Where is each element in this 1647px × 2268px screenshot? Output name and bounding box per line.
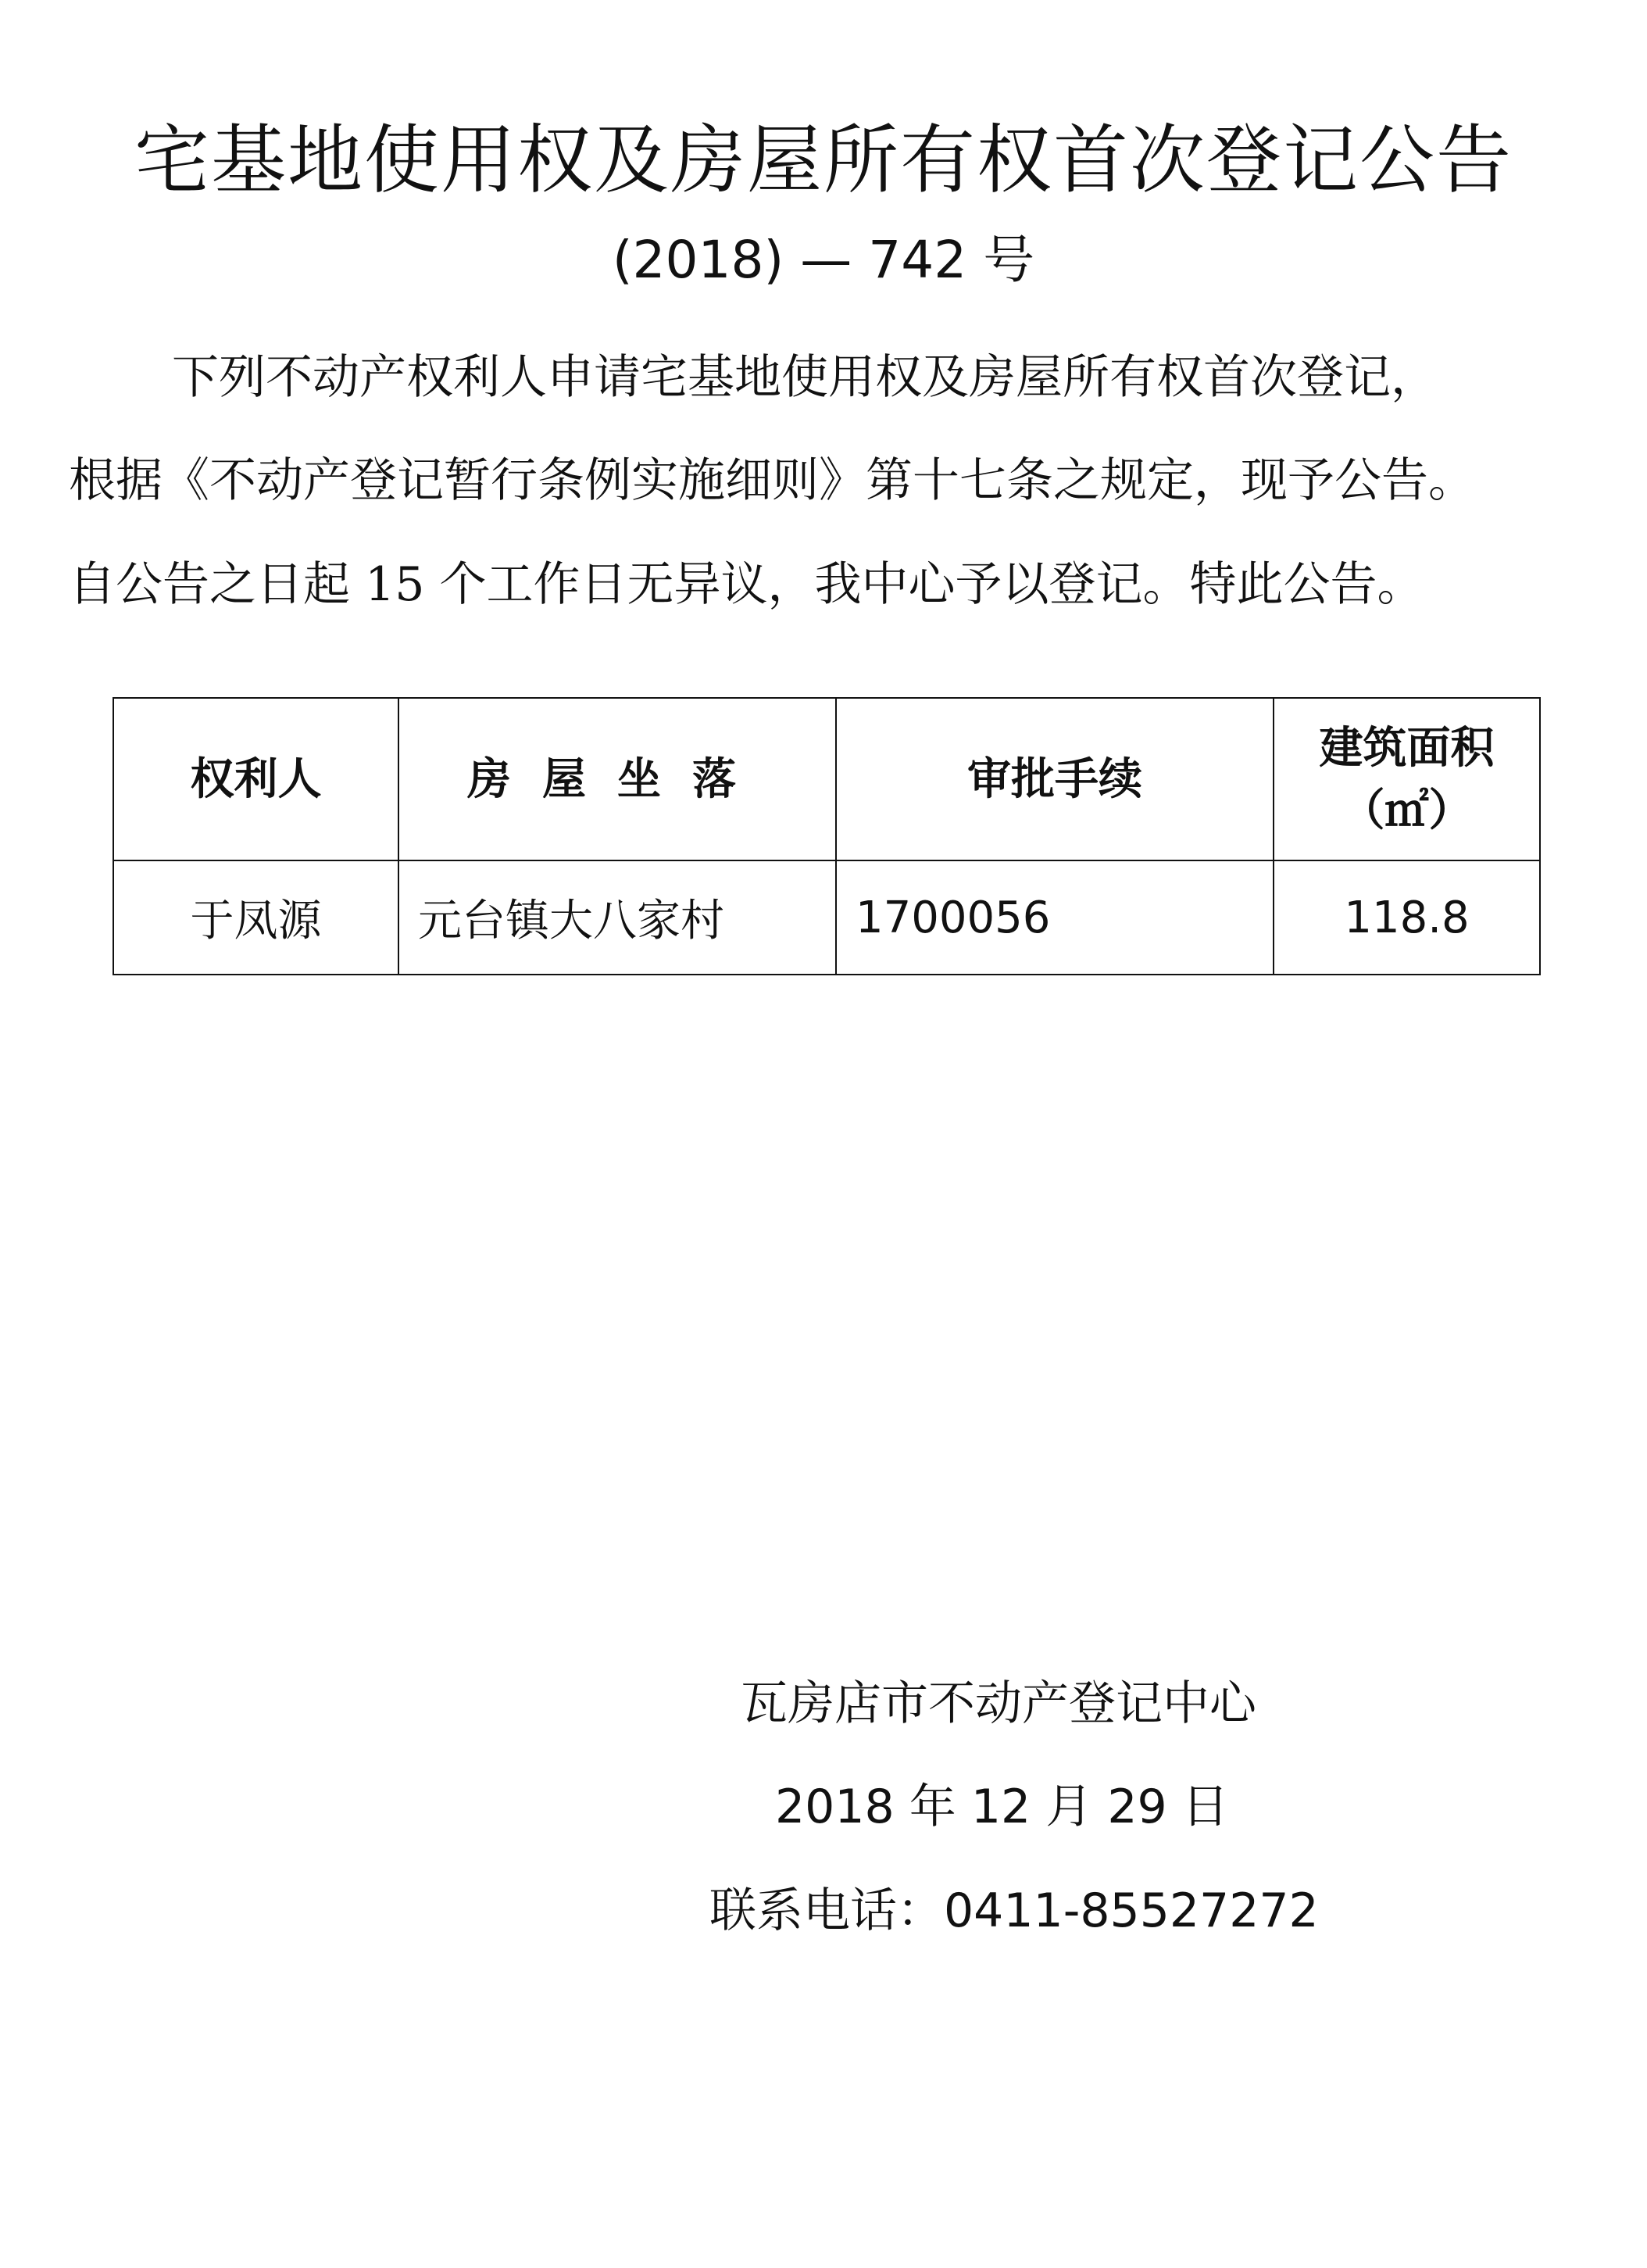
header-area-unit: （㎡） [1341, 785, 1473, 836]
cell-approval: 1700056 [836, 860, 1274, 975]
table-row [113, 860, 1540, 975]
header-approval: 审批手续 [836, 698, 1274, 860]
cell-location: 元台镇大八家村 [398, 860, 836, 975]
registration-table [113, 697, 1541, 975]
notice-number: (2018) — 742 号 [612, 230, 1035, 290]
issuing-organization: 瓦房店市不动产登记中心 [741, 1676, 1256, 1731]
header-owner: 权利人 [113, 698, 398, 860]
header-location [398, 698, 836, 860]
notice-paragraph-line-1: 下列不动产权利人申请宅基地使用权及房屋所有权首次登记， [172, 350, 1438, 405]
cell-owner: 于凤源 [113, 860, 398, 975]
contact-phone: 联系电话：0411-85527272 [709, 1883, 1319, 1938]
issue-date: 2018 年 12 月 29 日 [775, 1780, 1229, 1834]
header-area-label: 建筑面积 [1319, 722, 1495, 774]
notice-paragraph-line-2: 根据《不动产登记暂行条例实施细则》第十七条之规定，现予公告。 [69, 453, 1475, 508]
cell-area: 118.8 [1274, 860, 1540, 975]
header-area [1274, 698, 1540, 860]
table-header-row [113, 698, 1540, 860]
notice-title: 宅基地使用权及房屋所有权首次登记公告 [134, 116, 1513, 204]
header-location-label: 房屋坐落 [467, 753, 767, 805]
notice-paragraph-line-3: 自公告之日起 15 个工作日无异议，我中心予以登记。特此公告。 [69, 557, 1424, 612]
